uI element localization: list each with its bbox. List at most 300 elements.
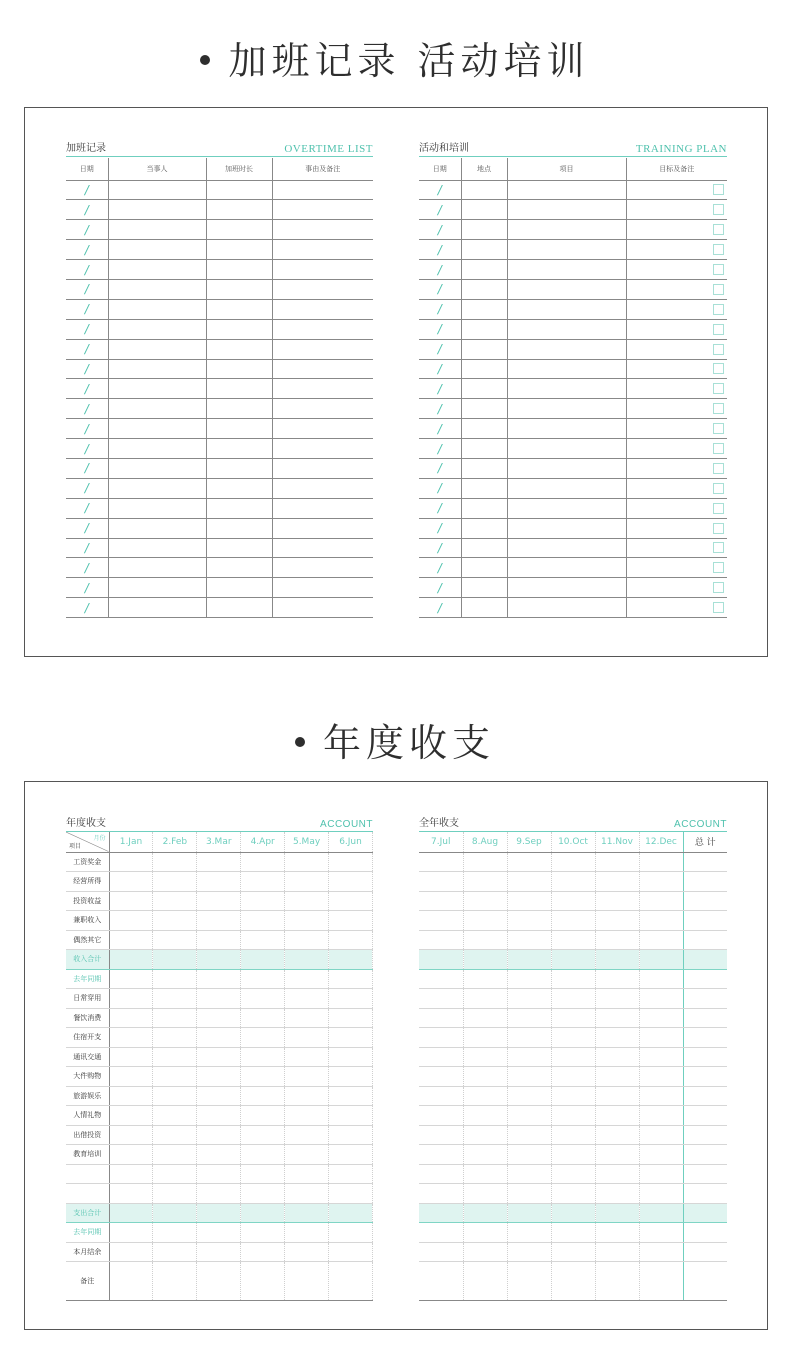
amount-cell[interactable]	[595, 1008, 639, 1028]
amount-cell[interactable]	[551, 1067, 595, 1087]
amount-cell[interactable]	[241, 1223, 285, 1243]
overtime-date-cell[interactable]	[66, 478, 108, 498]
amount-cell[interactable]	[109, 891, 153, 911]
amount-cell[interactable]	[197, 891, 241, 911]
amount-cell[interactable]	[551, 1164, 595, 1184]
amount-cell[interactable]	[241, 1262, 285, 1301]
amount-cell[interactable]	[463, 1008, 507, 1028]
training-cell[interactable]	[626, 359, 727, 379]
amount-cell[interactable]	[551, 1106, 595, 1126]
amount-cell[interactable]	[463, 911, 507, 931]
overtime-cell[interactable]	[108, 240, 206, 260]
amount-cell[interactable]	[197, 1262, 241, 1301]
training-date-cell[interactable]	[419, 299, 461, 319]
amount-cell[interactable]	[197, 1184, 241, 1204]
amount-cell[interactable]	[639, 1203, 683, 1223]
training-cell[interactable]	[626, 478, 727, 498]
amount-cell[interactable]	[639, 891, 683, 911]
training-date-cell[interactable]	[419, 598, 461, 618]
amount-cell[interactable]	[109, 1223, 153, 1243]
amount-cell[interactable]	[241, 891, 285, 911]
training-cell[interactable]	[507, 240, 626, 260]
amount-cell[interactable]	[241, 1125, 285, 1145]
amount-cell[interactable]	[507, 1125, 551, 1145]
amount-cell[interactable]	[241, 930, 285, 950]
overtime-date-cell[interactable]	[66, 439, 108, 459]
amount-cell[interactable]	[639, 1145, 683, 1165]
training-cell[interactable]	[507, 379, 626, 399]
overtime-cell[interactable]	[206, 419, 272, 439]
training-cell[interactable]	[461, 478, 507, 498]
amount-cell[interactable]	[551, 1242, 595, 1262]
training-cell[interactable]	[626, 379, 727, 399]
amount-cell[interactable]	[595, 1067, 639, 1087]
amount-cell[interactable]	[197, 1164, 241, 1184]
training-cell[interactable]	[626, 578, 727, 598]
amount-cell[interactable]	[153, 1203, 197, 1223]
amount-cell[interactable]	[109, 950, 153, 970]
amount-cell[interactable]	[507, 1223, 551, 1243]
amount-cell[interactable]	[109, 1262, 153, 1301]
overtime-cell[interactable]	[206, 399, 272, 419]
overtime-cell[interactable]	[206, 200, 272, 220]
amount-cell[interactable]	[285, 1145, 329, 1165]
training-cell[interactable]	[507, 478, 626, 498]
overtime-date-cell[interactable]	[66, 458, 108, 478]
amount-cell[interactable]	[109, 872, 153, 892]
amount-cell[interactable]	[639, 1184, 683, 1204]
amount-cell[interactable]	[551, 1047, 595, 1067]
training-cell[interactable]	[461, 498, 507, 518]
amount-cell[interactable]	[241, 1086, 285, 1106]
amount-cell[interactable]	[153, 1008, 197, 1028]
overtime-date-cell[interactable]	[66, 180, 108, 200]
checkbox-icon[interactable]	[713, 562, 724, 573]
amount-cell[interactable]	[419, 1067, 463, 1087]
amount-cell[interactable]	[241, 852, 285, 872]
training-cell[interactable]	[461, 260, 507, 280]
amount-cell[interactable]	[241, 911, 285, 931]
amount-cell[interactable]	[329, 1106, 373, 1126]
amount-cell[interactable]	[507, 1145, 551, 1165]
training-cell[interactable]	[461, 319, 507, 339]
training-date-cell[interactable]	[419, 498, 461, 518]
amount-cell[interactable]	[419, 1262, 463, 1301]
amount-cell[interactable]	[419, 1164, 463, 1184]
training-cell[interactable]	[461, 279, 507, 299]
amount-cell[interactable]	[241, 950, 285, 970]
training-cell[interactable]	[626, 419, 727, 439]
overtime-date-cell[interactable]	[66, 260, 108, 280]
amount-cell[interactable]	[419, 872, 463, 892]
amount-cell[interactable]	[507, 1047, 551, 1067]
amount-cell[interactable]	[197, 969, 241, 989]
training-cell[interactable]	[626, 260, 727, 280]
amount-cell[interactable]	[595, 852, 639, 872]
overtime-date-cell[interactable]	[66, 598, 108, 618]
overtime-cell[interactable]	[108, 399, 206, 419]
total-cell[interactable]	[683, 950, 727, 970]
overtime-date-cell[interactable]	[66, 240, 108, 260]
amount-cell[interactable]	[197, 911, 241, 931]
amount-cell[interactable]	[639, 930, 683, 950]
training-cell[interactable]	[507, 458, 626, 478]
checkbox-icon[interactable]	[713, 403, 724, 414]
overtime-cell[interactable]	[108, 518, 206, 538]
amount-cell[interactable]	[153, 872, 197, 892]
amount-cell[interactable]	[551, 872, 595, 892]
amount-cell[interactable]	[153, 1106, 197, 1126]
overtime-cell[interactable]	[206, 180, 272, 200]
amount-cell[interactable]	[285, 1028, 329, 1048]
amount-cell[interactable]	[285, 1242, 329, 1262]
training-cell[interactable]	[507, 439, 626, 459]
amount-cell[interactable]	[595, 969, 639, 989]
amount-cell[interactable]	[197, 1086, 241, 1106]
overtime-cell[interactable]	[206, 319, 272, 339]
training-cell[interactable]	[507, 419, 626, 439]
overtime-cell[interactable]	[108, 339, 206, 359]
amount-cell[interactable]	[329, 1242, 373, 1262]
amount-cell[interactable]	[507, 1067, 551, 1087]
overtime-cell[interactable]	[108, 220, 206, 240]
training-cell[interactable]	[461, 379, 507, 399]
amount-cell[interactable]	[551, 1184, 595, 1204]
checkbox-icon[interactable]	[713, 443, 724, 454]
training-date-cell[interactable]	[419, 478, 461, 498]
amount-cell[interactable]	[153, 1145, 197, 1165]
total-cell[interactable]	[683, 1184, 727, 1204]
amount-cell[interactable]	[109, 1106, 153, 1126]
amount-cell[interactable]	[551, 1262, 595, 1301]
overtime-cell[interactable]	[206, 379, 272, 399]
amount-cell[interactable]	[329, 950, 373, 970]
amount-cell[interactable]	[595, 891, 639, 911]
amount-cell[interactable]	[241, 989, 285, 1009]
amount-cell[interactable]	[285, 891, 329, 911]
training-date-cell[interactable]	[419, 518, 461, 538]
amount-cell[interactable]	[551, 950, 595, 970]
total-cell[interactable]	[683, 1106, 727, 1126]
training-cell[interactable]	[461, 439, 507, 459]
training-date-cell[interactable]	[419, 279, 461, 299]
amount-cell[interactable]	[329, 1262, 373, 1301]
amount-cell[interactable]	[241, 1067, 285, 1087]
amount-cell[interactable]	[419, 969, 463, 989]
amount-cell[interactable]	[197, 1223, 241, 1243]
overtime-date-cell[interactable]	[66, 578, 108, 598]
amount-cell[interactable]	[197, 930, 241, 950]
overtime-cell[interactable]	[108, 558, 206, 578]
total-cell[interactable]	[683, 891, 727, 911]
amount-cell[interactable]	[463, 1028, 507, 1048]
amount-cell[interactable]	[639, 1067, 683, 1087]
amount-cell[interactable]	[197, 1203, 241, 1223]
amount-cell[interactable]	[463, 1047, 507, 1067]
amount-cell[interactable]	[329, 969, 373, 989]
amount-cell[interactable]	[329, 1223, 373, 1243]
amount-cell[interactable]	[639, 1223, 683, 1243]
overtime-cell[interactable]	[108, 458, 206, 478]
amount-cell[interactable]	[285, 1164, 329, 1184]
amount-cell[interactable]	[419, 1047, 463, 1067]
amount-cell[interactable]	[197, 1145, 241, 1165]
checkbox-icon[interactable]	[713, 304, 724, 315]
overtime-date-cell[interactable]	[66, 339, 108, 359]
amount-cell[interactable]	[463, 1086, 507, 1106]
amount-cell[interactable]	[551, 911, 595, 931]
amount-cell[interactable]	[419, 930, 463, 950]
amount-cell[interactable]	[419, 852, 463, 872]
amount-cell[interactable]	[153, 969, 197, 989]
training-cell[interactable]	[461, 200, 507, 220]
amount-cell[interactable]	[507, 1028, 551, 1048]
amount-cell[interactable]	[197, 1067, 241, 1087]
amount-cell[interactable]	[507, 969, 551, 989]
checkbox-icon[interactable]	[713, 324, 724, 335]
amount-cell[interactable]	[463, 1223, 507, 1243]
amount-cell[interactable]	[285, 1184, 329, 1204]
checkbox-icon[interactable]	[713, 184, 724, 195]
amount-cell[interactable]	[551, 1008, 595, 1028]
training-cell[interactable]	[626, 220, 727, 240]
amount-cell[interactable]	[639, 1125, 683, 1145]
amount-cell[interactable]	[595, 1184, 639, 1204]
amount-cell[interactable]	[241, 1184, 285, 1204]
training-cell[interactable]	[461, 538, 507, 558]
amount-cell[interactable]	[153, 1086, 197, 1106]
amount-cell[interactable]	[153, 950, 197, 970]
overtime-cell[interactable]	[272, 518, 373, 538]
amount-cell[interactable]	[109, 1145, 153, 1165]
training-cell[interactable]	[507, 339, 626, 359]
amount-cell[interactable]	[639, 1242, 683, 1262]
training-cell[interactable]	[507, 299, 626, 319]
training-cell[interactable]	[461, 458, 507, 478]
overtime-cell[interactable]	[272, 478, 373, 498]
amount-cell[interactable]	[197, 1242, 241, 1262]
amount-cell[interactable]	[463, 1067, 507, 1087]
training-cell[interactable]	[507, 220, 626, 240]
amount-cell[interactable]	[329, 1164, 373, 1184]
training-cell[interactable]	[507, 200, 626, 220]
total-cell[interactable]	[683, 911, 727, 931]
amount-cell[interactable]	[507, 1164, 551, 1184]
amount-cell[interactable]	[463, 1106, 507, 1126]
training-date-cell[interactable]	[419, 419, 461, 439]
amount-cell[interactable]	[153, 911, 197, 931]
training-cell[interactable]	[461, 399, 507, 419]
amount-cell[interactable]	[463, 891, 507, 911]
amount-cell[interactable]	[241, 1203, 285, 1223]
amount-cell[interactable]	[639, 1028, 683, 1048]
amount-cell[interactable]	[241, 1028, 285, 1048]
checkbox-icon[interactable]	[713, 483, 724, 494]
overtime-cell[interactable]	[108, 260, 206, 280]
training-cell[interactable]	[626, 339, 727, 359]
amount-cell[interactable]	[419, 891, 463, 911]
overtime-cell[interactable]	[272, 419, 373, 439]
amount-cell[interactable]	[285, 930, 329, 950]
amount-cell[interactable]	[639, 852, 683, 872]
amount-cell[interactable]	[595, 1047, 639, 1067]
checkbox-icon[interactable]	[713, 284, 724, 295]
training-cell[interactable]	[626, 319, 727, 339]
amount-cell[interactable]	[595, 911, 639, 931]
training-cell[interactable]	[507, 558, 626, 578]
overtime-date-cell[interactable]	[66, 518, 108, 538]
amount-cell[interactable]	[419, 1223, 463, 1243]
amount-cell[interactable]	[551, 930, 595, 950]
amount-cell[interactable]	[419, 1008, 463, 1028]
amount-cell[interactable]	[507, 930, 551, 950]
overtime-date-cell[interactable]	[66, 498, 108, 518]
overtime-date-cell[interactable]	[66, 299, 108, 319]
total-cell[interactable]	[683, 1223, 727, 1243]
amount-cell[interactable]	[595, 1145, 639, 1165]
amount-cell[interactable]	[507, 1203, 551, 1223]
amount-cell[interactable]	[329, 1086, 373, 1106]
amount-cell[interactable]	[595, 930, 639, 950]
amount-cell[interactable]	[109, 1164, 153, 1184]
amount-cell[interactable]	[153, 1028, 197, 1048]
overtime-cell[interactable]	[272, 439, 373, 459]
amount-cell[interactable]	[241, 1164, 285, 1184]
amount-cell[interactable]	[551, 1028, 595, 1048]
amount-cell[interactable]	[153, 1262, 197, 1301]
overtime-cell[interactable]	[272, 279, 373, 299]
training-date-cell[interactable]	[419, 558, 461, 578]
training-cell[interactable]	[626, 399, 727, 419]
training-cell[interactable]	[507, 319, 626, 339]
overtime-cell[interactable]	[206, 578, 272, 598]
amount-cell[interactable]	[595, 1262, 639, 1301]
amount-cell[interactable]	[329, 852, 373, 872]
amount-cell[interactable]	[507, 872, 551, 892]
training-date-cell[interactable]	[419, 180, 461, 200]
overtime-cell[interactable]	[108, 299, 206, 319]
amount-cell[interactable]	[241, 1242, 285, 1262]
amount-cell[interactable]	[109, 969, 153, 989]
amount-cell[interactable]	[153, 989, 197, 1009]
amount-cell[interactable]	[551, 1203, 595, 1223]
amount-cell[interactable]	[595, 1106, 639, 1126]
amount-cell[interactable]	[197, 1008, 241, 1028]
amount-cell[interactable]	[639, 1086, 683, 1106]
amount-cell[interactable]	[639, 872, 683, 892]
amount-cell[interactable]	[419, 1184, 463, 1204]
total-cell[interactable]	[683, 1086, 727, 1106]
amount-cell[interactable]	[595, 989, 639, 1009]
overtime-date-cell[interactable]	[66, 279, 108, 299]
amount-cell[interactable]	[197, 852, 241, 872]
amount-cell[interactable]	[595, 872, 639, 892]
checkbox-icon[interactable]	[713, 503, 724, 514]
amount-cell[interactable]	[153, 1242, 197, 1262]
training-cell[interactable]	[626, 439, 727, 459]
overtime-cell[interactable]	[272, 538, 373, 558]
amount-cell[interactable]	[419, 1125, 463, 1145]
training-cell[interactable]	[507, 498, 626, 518]
amount-cell[interactable]	[197, 1125, 241, 1145]
training-cell[interactable]	[507, 260, 626, 280]
amount-cell[interactable]	[507, 911, 551, 931]
amount-cell[interactable]	[551, 1086, 595, 1106]
amount-cell[interactable]	[109, 911, 153, 931]
amount-cell[interactable]	[153, 891, 197, 911]
amount-cell[interactable]	[463, 989, 507, 1009]
checkbox-icon[interactable]	[713, 523, 724, 534]
training-cell[interactable]	[461, 220, 507, 240]
training-cell[interactable]	[507, 279, 626, 299]
amount-cell[interactable]	[639, 911, 683, 931]
amount-cell[interactable]	[285, 1008, 329, 1028]
overtime-cell[interactable]	[108, 319, 206, 339]
overtime-cell[interactable]	[272, 220, 373, 240]
amount-cell[interactable]	[639, 1106, 683, 1126]
amount-cell[interactable]	[285, 1125, 329, 1145]
checkbox-icon[interactable]	[713, 344, 724, 355]
amount-cell[interactable]	[639, 1008, 683, 1028]
amount-cell[interactable]	[285, 1262, 329, 1301]
overtime-cell[interactable]	[272, 598, 373, 618]
overtime-cell[interactable]	[272, 180, 373, 200]
training-cell[interactable]	[507, 359, 626, 379]
overtime-cell[interactable]	[272, 399, 373, 419]
amount-cell[interactable]	[595, 1223, 639, 1243]
total-cell[interactable]	[683, 1067, 727, 1087]
amount-cell[interactable]	[329, 1028, 373, 1048]
amount-cell[interactable]	[241, 1047, 285, 1067]
training-cell[interactable]	[626, 558, 727, 578]
amount-cell[interactable]	[639, 969, 683, 989]
amount-cell[interactable]	[507, 989, 551, 1009]
amount-cell[interactable]	[551, 1125, 595, 1145]
training-cell[interactable]	[507, 180, 626, 200]
overtime-cell[interactable]	[108, 538, 206, 558]
overtime-cell[interactable]	[206, 458, 272, 478]
training-cell[interactable]	[626, 180, 727, 200]
amount-cell[interactable]	[109, 1067, 153, 1087]
training-cell[interactable]	[626, 538, 727, 558]
amount-cell[interactable]	[419, 1106, 463, 1126]
amount-cell[interactable]	[595, 1203, 639, 1223]
overtime-cell[interactable]	[206, 558, 272, 578]
amount-cell[interactable]	[197, 989, 241, 1009]
training-cell[interactable]	[461, 240, 507, 260]
amount-cell[interactable]	[285, 1047, 329, 1067]
amount-cell[interactable]	[329, 989, 373, 1009]
training-cell[interactable]	[626, 518, 727, 538]
training-date-cell[interactable]	[419, 399, 461, 419]
amount-cell[interactable]	[109, 852, 153, 872]
amount-cell[interactable]	[109, 989, 153, 1009]
amount-cell[interactable]	[241, 1106, 285, 1126]
overtime-cell[interactable]	[272, 319, 373, 339]
amount-cell[interactable]	[109, 1086, 153, 1106]
overtime-date-cell[interactable]	[66, 558, 108, 578]
training-cell[interactable]	[626, 598, 727, 618]
training-cell[interactable]	[626, 279, 727, 299]
training-date-cell[interactable]	[419, 458, 461, 478]
amount-cell[interactable]	[595, 1164, 639, 1184]
amount-cell[interactable]	[153, 1125, 197, 1145]
total-cell[interactable]	[683, 1125, 727, 1145]
total-cell[interactable]	[683, 989, 727, 1009]
total-cell[interactable]	[683, 1203, 727, 1223]
amount-cell[interactable]	[507, 852, 551, 872]
training-cell[interactable]	[461, 598, 507, 618]
